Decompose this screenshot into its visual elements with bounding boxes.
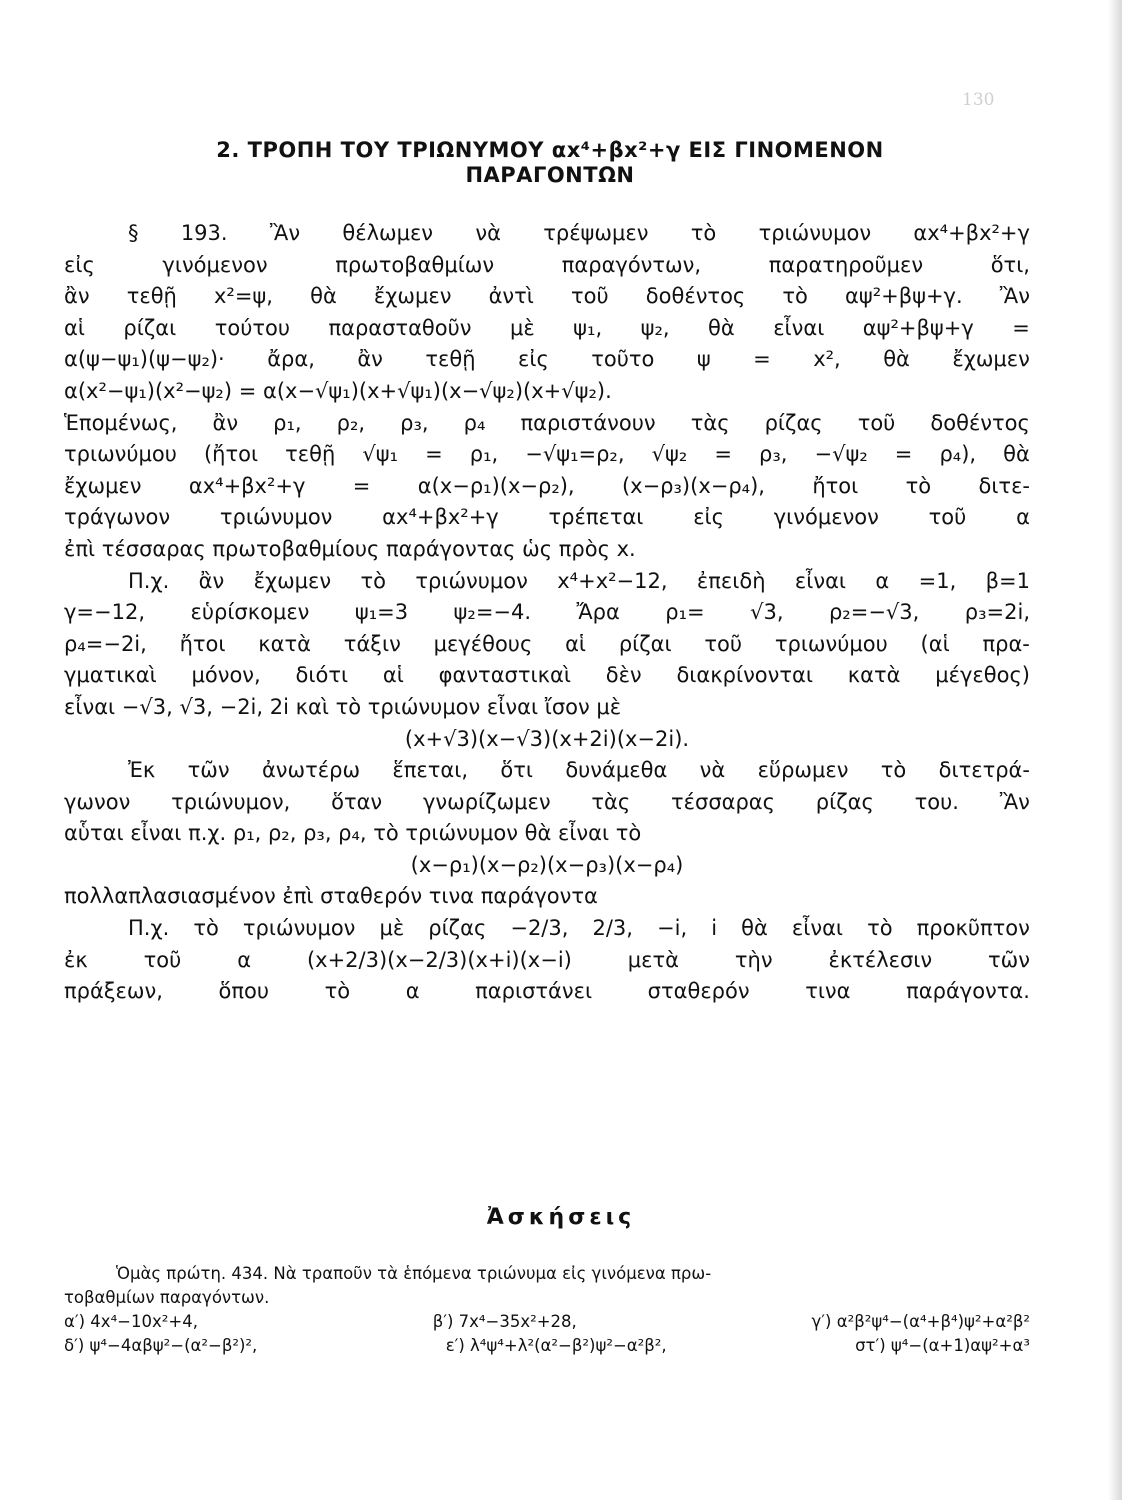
word: θὰ <box>708 315 735 340</box>
word: εἰς <box>693 505 724 530</box>
word: α <box>237 947 252 972</box>
word: τάξιν <box>343 631 401 656</box>
word: τὸ <box>782 284 808 309</box>
word: τράγωνον <box>64 505 171 530</box>
word: πρα- <box>982 631 1030 656</box>
text-line <box>64 692 1030 724</box>
text-line <box>64 945 1030 977</box>
word: παρασταθοῦν <box>328 315 472 340</box>
word: κατὰ <box>258 631 312 656</box>
section-body <box>64 218 1030 1008</box>
word: διτετρά- <box>938 758 1030 783</box>
word: ρ₂, <box>336 410 366 435</box>
word: τὰς <box>591 789 631 814</box>
word: μὲ <box>509 315 535 340</box>
word: ρ₂=−√3, <box>828 600 920 625</box>
word: −2/3, <box>510 916 569 941</box>
word: θὰ <box>741 916 768 941</box>
word: μέγεθος) <box>935 663 1030 688</box>
text-line <box>64 629 1030 661</box>
text-line <box>64 818 1030 850</box>
word: τοῦ <box>143 947 182 972</box>
word: ἂν <box>357 347 383 372</box>
word: δοθέντος <box>645 284 746 309</box>
word: σταθερόν <box>647 979 750 1004</box>
word: τοῦ <box>857 410 896 435</box>
text-line-content: ἐπὶ τέσσαρας πρωτοβαθμίους παράγοντας ὡς πρὸς x. <box>64 536 636 561</box>
word: τριώνυμον <box>242 916 356 941</box>
word: (x−ρ₃)(x−ρ₄), <box>621 473 765 498</box>
word: τῶν <box>988 947 1030 972</box>
text-line-content: (x−ρ₁)(x−ρ₂)(x−ρ₃)(x−ρ₄) <box>410 852 684 877</box>
word: τῶν <box>187 758 230 783</box>
text-line <box>64 281 1030 313</box>
word: ἕπεται, <box>392 758 469 783</box>
word: 193. <box>180 221 228 245</box>
word: ἐκ <box>64 947 88 972</box>
word: τεθῇ <box>126 284 177 309</box>
word: τρέπεται <box>548 505 644 530</box>
exercise-row <box>64 1334 1030 1358</box>
word: ψ₂, <box>640 315 670 340</box>
word: = <box>352 473 371 498</box>
exercise-item: γ′) α²β²ψ⁴−(α⁴+β⁴)ψ²+α²β² <box>811 1312 1030 1331</box>
text-line <box>64 913 1030 945</box>
word: μὲ <box>379 916 405 941</box>
word: Π.χ. <box>128 916 170 941</box>
word: § <box>128 221 139 245</box>
word: ἤτοι <box>179 631 226 656</box>
word: αx⁴+βx²+γ <box>913 221 1030 245</box>
word: ὅτι <box>500 758 533 783</box>
word: ἔχωμεν <box>64 473 142 498</box>
word: μεγέθους <box>433 631 533 656</box>
word: ρ₄), <box>939 442 977 467</box>
text-line <box>64 787 1030 819</box>
word: √ψ₂ <box>651 442 688 467</box>
word: ψ₁, <box>573 315 603 340</box>
word: παραγόντων, <box>561 252 702 277</box>
word: ρ₁, <box>273 410 302 435</box>
word: ἔχωμεν <box>373 284 452 309</box>
word: διότι <box>295 663 349 688</box>
word: α(ψ−ψ₁)(ψ−ψ₂)· <box>64 347 225 372</box>
word: θὰ <box>310 284 337 309</box>
word: τριώνυμον <box>219 505 333 530</box>
word: ρ₃, <box>400 410 429 435</box>
word: α(x−ρ₁)(x−ρ₂), <box>417 473 575 498</box>
word: τὴν <box>734 947 773 972</box>
word: ρίζας <box>764 410 823 435</box>
word: τριώνυμον <box>415 568 528 593</box>
text-line <box>64 471 1030 503</box>
word: −i, <box>657 916 688 941</box>
word: τρέψωμεν <box>543 221 649 245</box>
word: ρ₃=2i, <box>964 600 1030 625</box>
section-heading-line-1: 2. ΤΡΟΠΗ ΤΟΥ ΤΡΙΩΝΥΜΟΥ αx⁴+βx²+γ ΕΙΣ ΓΙΝΟΜΕΝΟΝ <box>216 138 884 162</box>
word: = <box>714 442 732 467</box>
word: τὸ <box>360 568 386 593</box>
word: α <box>405 979 420 1004</box>
word: δοθέντος <box>930 410 1030 435</box>
exercises-title: Ἀσκήσεις <box>486 1205 636 1230</box>
word: ρίζαι <box>123 315 177 340</box>
text-line <box>64 597 1030 629</box>
exercise-intro-line <box>64 1262 1030 1286</box>
word: πρωτοβαθμίων <box>335 252 495 277</box>
word: αἱ <box>64 315 85 340</box>
word: ὅπου <box>218 979 269 1004</box>
word: ρ₄ <box>463 410 486 435</box>
word: ἂν <box>212 410 239 435</box>
word: ἄρα, <box>267 347 315 372</box>
word: προκῦπτον <box>916 916 1030 941</box>
word: παρατηροῦμεν <box>768 252 924 277</box>
word: δυνάμεθα <box>565 758 668 783</box>
word: εἰς <box>64 252 95 277</box>
word: ἐπειδὴ <box>696 568 766 593</box>
word: γ=−12, <box>64 600 146 625</box>
word: x², <box>813 347 841 372</box>
text-line <box>64 881 1030 913</box>
word: τὰς <box>690 410 730 435</box>
word: γινόμενον <box>162 252 268 277</box>
word: τοῦ <box>704 631 743 656</box>
word: νὰ <box>699 758 726 783</box>
word: Ἂν <box>999 284 1030 309</box>
word: τὸ <box>324 979 351 1004</box>
word: = <box>1012 315 1030 340</box>
exercises-block <box>64 1262 1030 1358</box>
text-line-content: εἶναι −√3, √3, −2i, 2i καὶ τὸ τριώνυμον εἶναι ἴσον μὲ <box>64 694 622 719</box>
exercise-row <box>64 1310 1030 1334</box>
word: τέσσαρας <box>671 789 775 814</box>
word: Ἂν <box>269 221 301 245</box>
word: εἰς <box>517 347 549 372</box>
word: παριστάνει <box>475 979 593 1004</box>
word: ὅταν <box>331 789 383 814</box>
text-line-content: αὗται εἶναι π.χ. ρ₁, ρ₂, ρ₃, ρ₄, τὸ τριώνυμον θὰ εἶναι τὸ <box>64 821 642 846</box>
text-line <box>64 502 1030 534</box>
word: α <box>875 568 890 593</box>
text-line <box>64 250 1030 282</box>
word: Π.χ. <box>128 568 170 593</box>
word: ψ <box>696 347 711 372</box>
word: γνωρίζωμεν <box>422 789 551 814</box>
word: α <box>1016 505 1030 530</box>
word: αx⁴+βx²+γ <box>382 505 499 530</box>
word: = <box>753 347 771 372</box>
word: ρίζας <box>815 789 874 814</box>
word: γωνον <box>64 789 131 814</box>
word: β=1 <box>985 568 1030 593</box>
word: διακρίνονται <box>676 663 813 688</box>
word: ἂν <box>64 284 90 309</box>
word: εὕρωμεν <box>757 758 849 783</box>
text-line <box>64 724 1030 756</box>
word: ρ₃, <box>758 442 788 467</box>
word: ἔχωμεν <box>253 568 332 593</box>
word: πράξεων, <box>64 979 163 1004</box>
word: μόνον, <box>191 663 261 688</box>
word: ἀνωτέρω <box>261 758 361 783</box>
word: τὸ <box>880 758 907 783</box>
exercise-intro-text: Ὁμὰς πρώτη. 434. Νὰ τραποῦν τὰ ἑπόμενα τριώνυμα εἰς γινόμενα πρω- <box>116 1264 712 1283</box>
word: θὰ <box>883 347 910 372</box>
text-line <box>64 566 1030 598</box>
word: τοῦτο <box>591 347 655 372</box>
word: ἀντὶ <box>488 284 534 309</box>
text-line <box>64 660 1030 692</box>
word: κατὰ <box>847 663 901 688</box>
word: τεθῇ <box>285 442 336 467</box>
word: διτε- <box>978 473 1030 498</box>
word: τεθῇ <box>425 347 476 372</box>
word: τὸ <box>905 473 932 498</box>
text-line <box>64 218 1030 250</box>
text-line <box>64 344 1030 376</box>
word: αψ²+βψ+γ. <box>845 284 963 309</box>
word: =1, <box>918 568 957 593</box>
text-line-content: πολλαπλασιασμένον ἐπὶ σταθερόν τινα παράγοντα <box>64 884 598 909</box>
word: τὸ <box>867 916 893 941</box>
word: εἶναι <box>791 916 844 941</box>
word: ἐκτέλεσιν <box>828 947 933 972</box>
word: θὰ <box>1003 442 1030 467</box>
word: αx⁴+βx²+γ <box>188 473 306 498</box>
word: x⁴+x²−12, <box>557 568 668 593</box>
word: νὰ <box>475 221 501 245</box>
text-line <box>64 755 1030 787</box>
text-line <box>64 408 1030 440</box>
word: 2/3, <box>592 916 633 941</box>
section-heading-line-2: ΠΑΡΑΓΟΝΤΩΝ <box>465 163 635 187</box>
page-number: 130 <box>962 90 995 110</box>
word: ρ₁= <box>665 600 705 625</box>
text-line <box>64 313 1030 345</box>
word: αἱ <box>382 663 404 688</box>
exercise-item: ε′) λ⁴ψ⁴+λ²(α²−β²)ψ²−α²β², <box>445 1336 667 1355</box>
word: ψ₁=3 <box>354 600 409 625</box>
word: εὑρίσκομεν <box>190 600 310 625</box>
text-line <box>64 534 1030 566</box>
exercise-item: α′) 4x⁴−10x²+4, <box>64 1312 198 1331</box>
word: = <box>425 442 443 467</box>
exercise-item: β′) 7x⁴−35x²+28, <box>432 1312 577 1331</box>
word: −√ψ₁=ρ₂, <box>525 442 625 467</box>
word: τοῦ <box>571 284 609 309</box>
text-line-content: α(x²−ψ₁)(x²−ψ₂) = α(x−√ψ₁)(x+√ψ₁)(x−√ψ₂)(x+√ψ₂). <box>64 378 612 403</box>
word: ἤτοι <box>812 473 859 498</box>
word: τριώνυμον, <box>171 789 291 814</box>
word: τὸ <box>193 916 219 941</box>
word: (ἤτοι <box>203 442 259 467</box>
word: ὅτι, <box>990 252 1030 277</box>
word: τριωνύμου <box>774 631 888 656</box>
page-edge-shadow <box>1108 0 1122 1500</box>
word: = <box>894 442 913 467</box>
word: του. <box>914 789 959 814</box>
exercise-intro-text: τοβαθμίων παραγόντων. <box>64 1288 270 1307</box>
word: τοῦ <box>928 505 967 530</box>
word: √ψ₁ <box>362 442 399 467</box>
word: ἂν <box>198 568 225 593</box>
word: Ἂν <box>999 789 1030 814</box>
exercise-item: δ′) ψ⁴−4αβψ²−(α²−β²)², <box>64 1336 258 1355</box>
word: Ἑπομένως, <box>64 410 178 435</box>
word: Ἐκ <box>128 758 156 783</box>
word: γματικαὶ <box>64 663 157 688</box>
word: αἱ <box>565 631 587 656</box>
word: γινόμενον <box>773 505 879 530</box>
word: μετὰ <box>627 947 679 972</box>
exercise-intro-line <box>64 1286 1030 1310</box>
word: ρ₁, <box>469 442 499 467</box>
word: i <box>711 916 718 941</box>
word: x²=ψ, <box>213 284 273 309</box>
word: ρίζαι <box>618 631 672 656</box>
word: θέλωμεν <box>342 221 434 245</box>
word: εἶναι <box>773 315 825 340</box>
word: παριστάνουν <box>520 410 656 435</box>
word: (x+2/3)(x−2/3)(x+i)(x−i) <box>306 947 572 972</box>
text-line <box>64 976 1030 1008</box>
word: δὲν <box>605 663 642 688</box>
word: αψ²+βψ+γ <box>862 315 974 340</box>
word: φανταστικαὶ <box>438 663 571 688</box>
text-line <box>64 376 1030 408</box>
word: ρίζας <box>428 916 487 941</box>
word: τριώνυμον <box>758 221 872 245</box>
word: √3, <box>750 600 784 625</box>
word: ψ₂=−4. <box>453 600 532 625</box>
word: (αἱ <box>920 631 950 656</box>
word: τὸ <box>690 221 717 245</box>
word: εἶναι <box>794 568 847 593</box>
word: −√ψ₂ <box>814 442 868 467</box>
word: τούτου <box>214 315 290 340</box>
text-line-content: (x+√3)(x−√3)(x+2i)(x−2i). <box>404 726 690 751</box>
word: ἔχωμεν <box>952 347 1030 372</box>
word: Ἄρα <box>576 600 620 625</box>
text-line <box>64 850 1030 882</box>
exercise-item: στ′) ψ⁴−(α+1)αψ²+α³ <box>855 1336 1030 1355</box>
text-line <box>64 439 1030 471</box>
word: παράγοντα. <box>906 979 1030 1004</box>
word: ρ₄=−2i, <box>64 631 147 656</box>
word: τριωνύμου <box>64 442 177 467</box>
word: τινα <box>805 979 851 1004</box>
